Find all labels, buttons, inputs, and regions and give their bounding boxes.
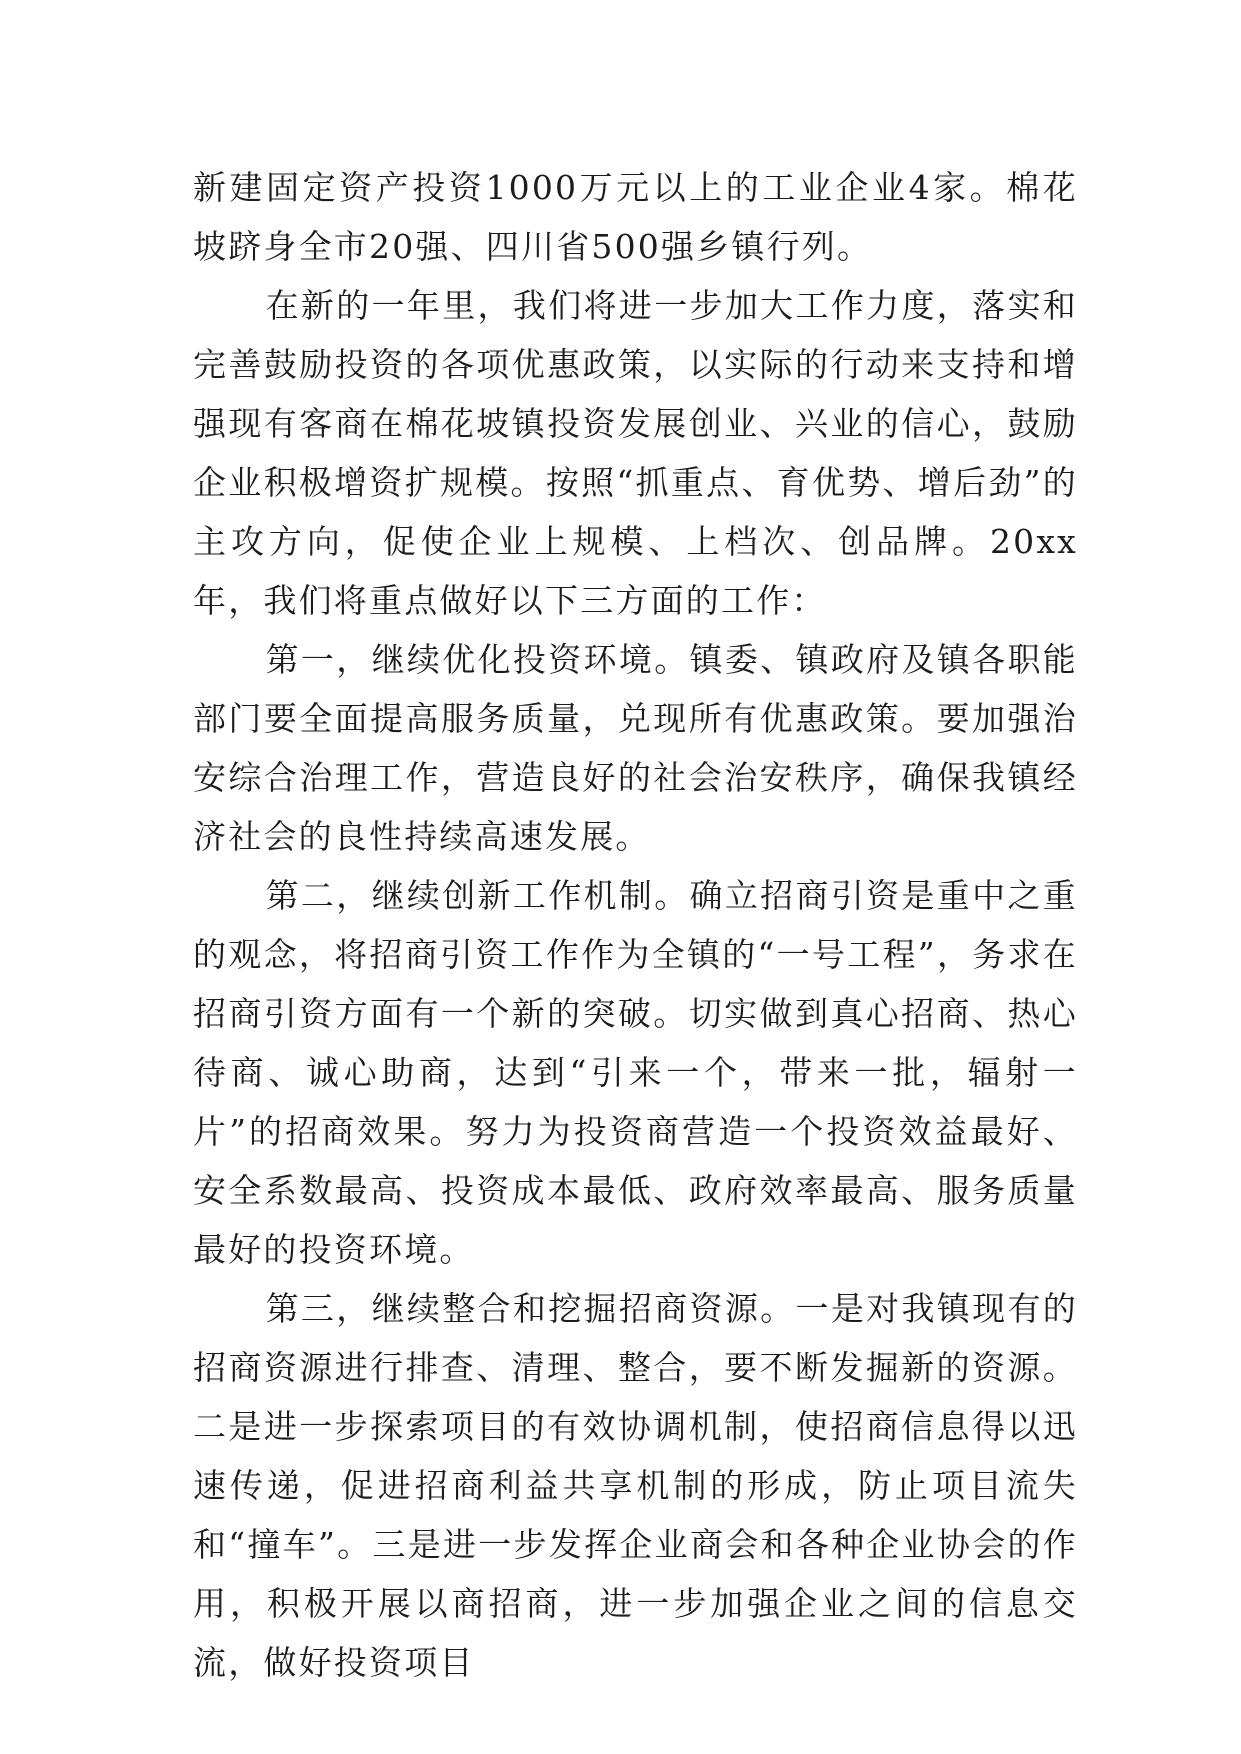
- paragraph-continued: 新建固定资产投资1000万元以上的工业企业4家。棉花坡跻身全市20强、四川省500强乡镇行列。: [193, 168, 1078, 266]
- document-body: [193, 158, 1078, 1692]
- paragraph-second-point: 第二，继续创新工作机制。确立招商引资是重中之重的观念，将招商引资工作作为全镇的“一号工程”，务求在招商引资方面有一个新的突破。切实做到真心招商、热心待商、诚心助商，达到“引来一个，带来一批，辐射一片”的招商效果。努力为投资商营造一个投资效益最好、安全系数最高、投资成本最低、政府效率最高、服务质量最好的投资环境。: [193, 876, 1078, 1269]
- paragraph-first-point: 第一，继续优化投资环境。镇委、镇政府及镇各职能部门要全面提高服务质量，兑现所有优惠政策。要加强治安综合治理工作，营造良好的社会治安秩序，确保我镇经济社会的良性持续高速发展。: [193, 640, 1078, 856]
- paragraph-third-point: 第三，继续整合和挖掘招商资源。一是对我镇现有的招商资源进行排查、清理、整合，要不断发掘新的资源。二是进一步探索项目的有效协调机制，使招商信息得以迅速传递，促进招商利益共享机制的形成，防止项目流失和“撞车”。三是进一步发挥企业商会和各种企业协会的作用，积极开展以商招商，进一步加强企业之间的信息交流，做好投资项目: [193, 1289, 1078, 1682]
- paragraph-new-year-plan: 在新的一年里，我们将进一步加大工作力度，落实和完善鼓励投资的各项优惠政策，以实际的行动来支持和增强现有客商在棉花坡镇投资发展创业、兴业的信心，鼓励企业积极增资扩规模。按照“抓重点、育优势、增后劲”的主攻方向，促使企业上规模、上档次、创品牌。20xx年，我们将重点做好以下三方面的工作：: [193, 286, 1078, 620]
